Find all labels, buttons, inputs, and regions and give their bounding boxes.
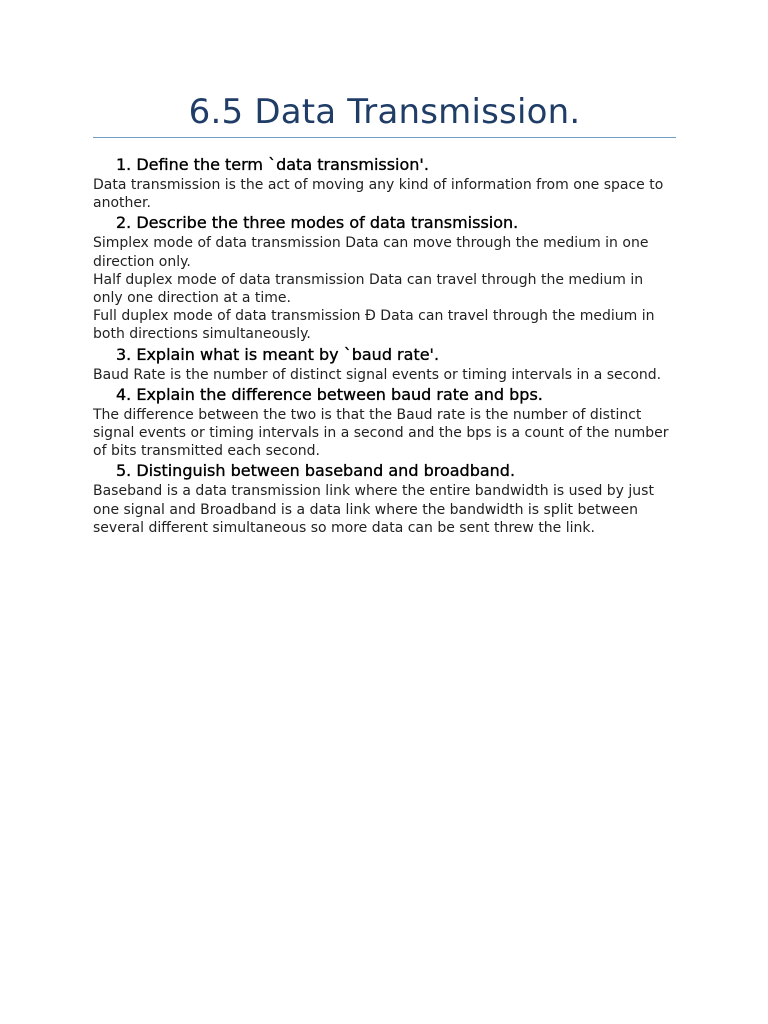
answer-paragraph: Baud Rate is the number of distinct signal events or timing intervals in a second.	[93, 366, 662, 383]
question-heading: 3. Explain what is meant by `baud rate'.	[116, 344, 440, 364]
answer-paragraph: Half duplex mode of data transmission Data can travel through the medium in only one direction at a time.	[93, 271, 644, 307]
question-heading: 1. Define the term `data transmission'.	[116, 155, 429, 174]
question-heading: 5. Distinguish between baseband and broadband.	[116, 461, 516, 481]
answer-paragraph: Full duplex mode of data transmission Ð Data can travel through the medium in both directions simultaneously.	[93, 308, 655, 343]
question-heading: 2. Describe the three modes of data transmission.	[116, 213, 519, 233]
section-4	[93, 384, 676, 461]
answer-paragraph: Baseband is a data transmission link where the entire bandwidth is used by just one signal and Broadband is a data link where the bandwidth is split between several different simultaneous so more data can be sent threw the link.	[93, 483, 654, 536]
section-1	[93, 154, 676, 212]
title-underline	[93, 137, 676, 138]
page-title: 6.5 Data Transmission.	[188, 92, 581, 132]
section-2	[93, 212, 676, 343]
section-3	[93, 344, 676, 384]
answer-paragraph: The difference between the two is that the Baud rate is the number of distinct signal events or timing intervals in a second and the bps is a count of the number of bits transmitted each second.	[93, 406, 669, 460]
answer-paragraph: Simplex mode of data transmission Data can move through the medium in one direction only.	[93, 235, 649, 270]
question-heading: 4. Explain the difference between baud rate and bps.	[116, 384, 543, 404]
answer-paragraph: Data transmission is the act of moving any kind of information from one space to another.	[93, 177, 664, 212]
section-5	[93, 460, 676, 537]
document-page	[93, 0, 676, 537]
